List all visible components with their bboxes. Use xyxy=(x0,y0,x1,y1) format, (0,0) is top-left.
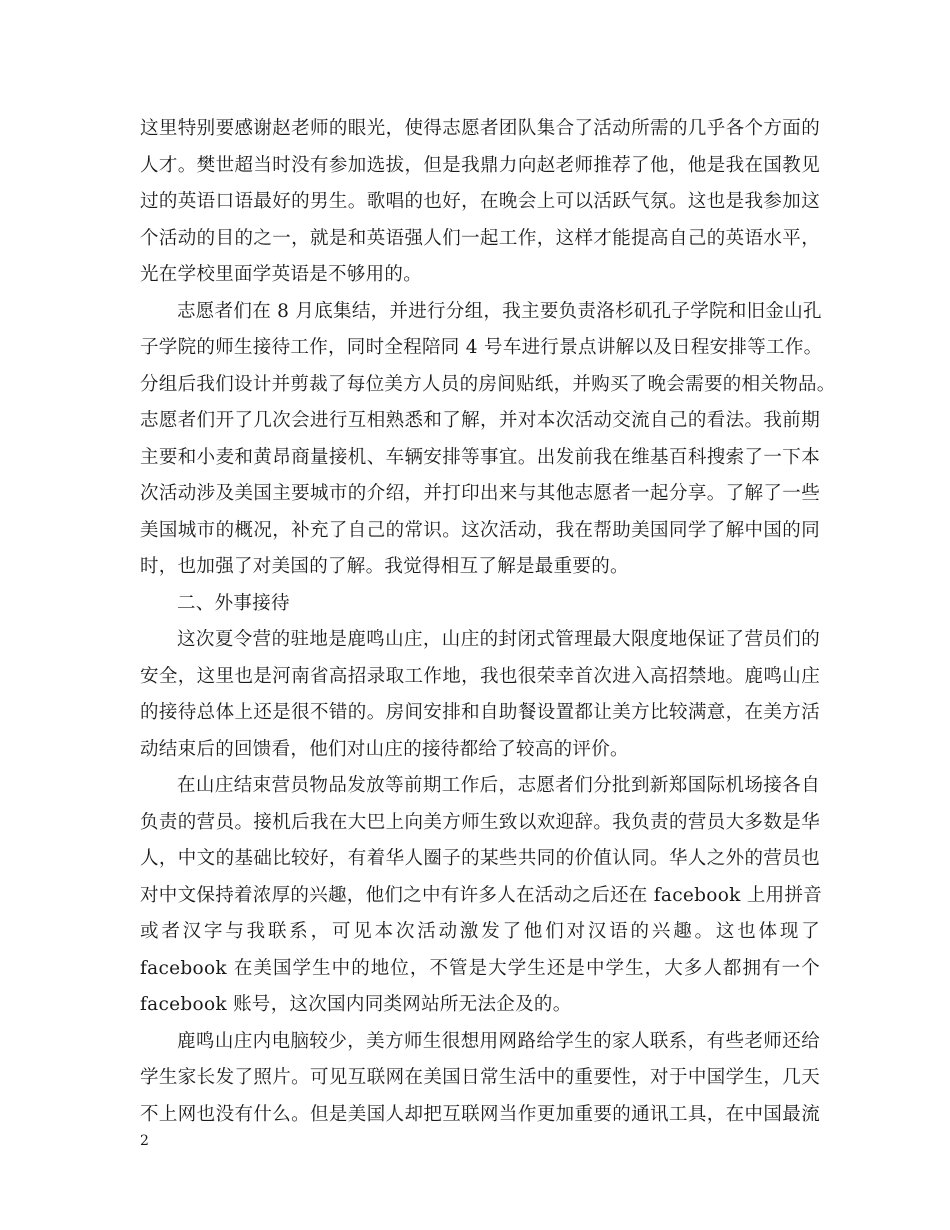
text-line: facebook 在美国学生中的地位，不管是大学生还是中学生，大多人都拥有一个 xyxy=(140,958,820,979)
text-line: 子学院的师生接待工作，同时全程陪同 4 号车进行景点讲解以及日程安排等工作。 xyxy=(140,337,823,358)
text-line: 动结束后的回馈看，他们对山庄的接待都给了较高的评价。 xyxy=(140,739,629,760)
text-line: 人，中文的基础比较好，有着华人圈子的某些共同的价值认同。华人之外的营员也 xyxy=(140,848,820,869)
text-line: 人才。樊世超当时没有参加选拔，但是我鼎力向赵老师推荐了他，他是我在国教见 xyxy=(140,155,820,176)
text-line: 志愿者们开了几次会进行互相熟悉和了解，并对本次活动交流自己的看法。我前期 xyxy=(140,410,820,431)
text-line: 时，也加强了对美国的了解。我觉得相互了解是最重要的。 xyxy=(140,556,629,577)
text-line: 个活动的目的之一，就是和英语强人们一起工作，这样才能提高自己的英语水平， xyxy=(140,228,820,249)
text-line: 学生家长发了照片。可见互联网在美国日常生活中的重要性，对于中国学生，几天 xyxy=(140,1067,820,1088)
text-line: 在山庄结束营员物品发放等前期工作后，志愿者们分批到新郑国际机场接各自 xyxy=(177,775,820,796)
section-heading: 二、外事接待 xyxy=(177,593,290,614)
text-line: facebook 账号，这次国内同类网站所无法企及的。 xyxy=(140,994,572,1015)
text-line: 鹿鸣山庄内电脑较少，美方师生很想用网路给学生的家人联系，有些老师还给 xyxy=(177,1031,820,1052)
text-line: 志愿者们在 8 月底集结，并进行分组，我主要负责洛杉矶孔子学院和旧金山孔 xyxy=(177,301,822,322)
text-line: 过的英语口语最好的男生。歌唱的也好，在晚会上可以活跃气氛。这也是我参加这 xyxy=(140,191,820,212)
text-line: 次活动涉及美国主要城市的介绍，并打印出来与其他志愿者一起分享。了解了一些 xyxy=(140,483,820,504)
text-line: 安全，这里也是河南省高招录取工作地，我也很荣幸首次进入高招禁地。鹿鸣山庄 xyxy=(140,666,820,687)
text-line: 负责的营员。接机后我在大巴上向美方师生致以欢迎辞。我负责的营员大多数是华 xyxy=(140,812,820,833)
text-line: 的接待总体上还是很不错的。房间安排和自助餐设置都让美方比较满意，在美方活 xyxy=(140,702,820,723)
text-line: 分组后我们设计并剪裁了每位美方人员的房间贴纸，并购买了晚会需要的相关物品。 xyxy=(140,374,836,395)
text-line: 对中文保持着浓厚的兴趣，他们之中有许多人在活动之后还在 facebook 上用拼音 xyxy=(140,885,823,906)
text-line: 或者汉字与我联系，可见本次活动激发了他们对汉语的兴趣。这也体现了 xyxy=(140,921,820,942)
text-line: 美国城市的概况，补充了自己的常识。这次活动，我在帮助美国同学了解中国的同 xyxy=(140,520,820,541)
text-line: 主要和小麦和黄昂商量接机、车辆安排等事宜。出发前我在维基百科搜索了一下本 xyxy=(140,447,820,468)
page-number: 2 xyxy=(140,1133,149,1149)
text-line: 这里特别要感谢赵老师的眼光，使得志愿者团队集合了活动所需的几乎各个方面的 xyxy=(140,118,820,139)
text-line: 光在学校里面学英语是不够用的。 xyxy=(140,264,423,285)
text-line: 不上网也没有什么。但是美国人却把互联网当作更加重要的通讯工具，在中国最流 xyxy=(140,1104,820,1125)
text-line: 这次夏令营的驻地是鹿鸣山庄，山庄的封闭式管理最大限度地保证了营员们的 xyxy=(177,629,820,650)
